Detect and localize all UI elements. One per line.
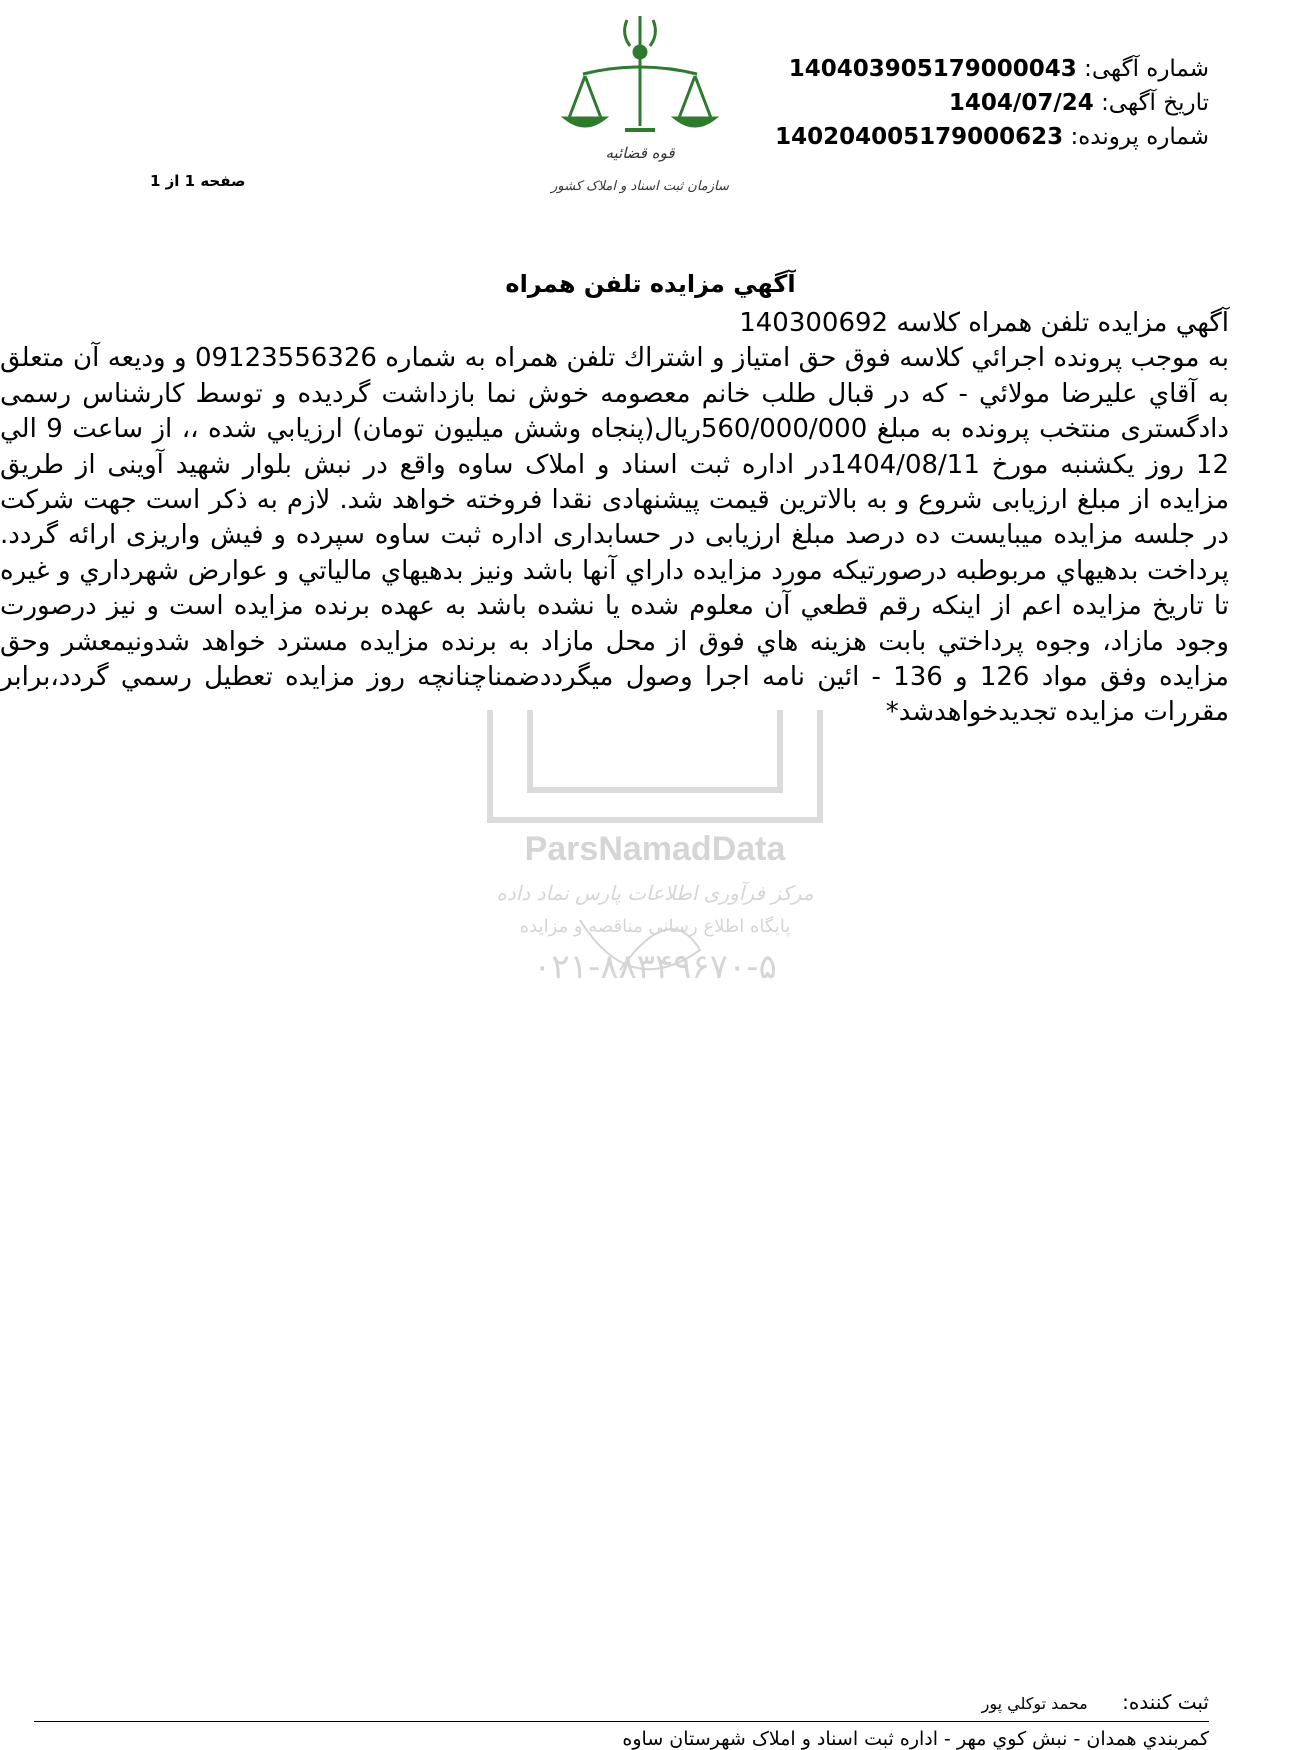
emblem-line1: قوه قضائیه — [605, 144, 675, 162]
ad-date-label: تاریخ آگهی: — [1101, 90, 1209, 116]
registrar-name: محمد توكلي پور — [981, 1694, 1088, 1713]
footer-classification: كمربندي همدان - نبش كوي مهر - اداره ثبت اسناد و املاک شهرستان ساوه — [622, 1728, 1209, 1750]
ad-number-label: شماره آگهی: — [1084, 56, 1209, 82]
watermark — [470, 700, 840, 1050]
case-number-label: شماره پرونده: — [1070, 124, 1209, 150]
body-subtitle: آگهي مزايده تلفن همراه كلاسه 140300692 — [739, 308, 1229, 338]
watermark-brand: ParsNamadData — [524, 830, 786, 868]
document-title: آگهي مزايده تلفن همراه — [505, 270, 796, 298]
document-body — [0, 306, 1229, 731]
case-number: 140204005179000623 — [775, 124, 1064, 150]
ad-number: 140403905179000043 — [788, 56, 1077, 82]
registrar — [982, 1690, 1209, 1714]
body-paragraph: به موجب پرونده اجرائي كلاسه فوق حق امتياز و اشتراك تلفن همراه به شماره 09123556326 و وديعه آن متعلق به آقاي عليرضا مولائي - كه در قبال طلب خانم معصومه خوش نما بازداشت گرديده و توسط كارشناس رسمی دادگستری منتخب پرونده به مبلغ 560/000/000ریال(پنجاه وشش میلیون تومان) ارزیابي شده ،، از ساعت 9 الي 12 روز يكشنبه مورخ 1404/08/11در اداره ثبت اسناد و املاک ساوه واقع در نبش بلوار شهید آوینی از طریق مزایده از مبلغ ارزیابی شروع و به بالاترین قیمت پیشنهادی نقدا فروخته خواهد شد. لازم به ذکر است جهت شرکت در جلسه مزایده میبایست ده درصد مبلغ ارزیابی در حسابداری اداره ثبت ساوه سپرده و فیش واریزی ارائه گردد. پرداخت بدهيهاي مربوطبه درصورتيكه مورد مزايده داراي آنها باشد ونيز بدهيهاي مالياتي و عوارض شهرداري و غيره تا تاريخ مزايده اعم از اينكه رقم قطعي آن معلوم شده يا نشده باشد به عهده برنده مزايده است و نيز درصورت وجود مازاد، وجوه پرداختي بابت هزينه هاي فوق از محل مازاد به برنده مزايده مسترد خواهد شدونيمعشر وحق مزايده وفق مواد 126 و 136 - ائين نامه اجرا وصول ميگرددضمناچنانچه روز مزايده تعطيل رسمي گردد،برابر مقررات مزايده تجديدخواهدشد* — [0, 343, 1229, 728]
watermark-phone: ۰۲۱-۸۸۳۴۹۶۷۰-۵ — [533, 947, 777, 987]
emblem-line2: سازمان ثبت اسناد و املاک کشور — [551, 179, 729, 194]
ad-date-row — [789, 86, 1209, 120]
ad-number-row — [789, 52, 1209, 86]
document-header — [775, 52, 1209, 154]
footer-divider — [34, 1721, 1209, 1722]
ad-date: 1404/07/24 — [948, 90, 1094, 116]
registrar-label: ثبت كننده: — [1122, 1690, 1209, 1714]
scales-of-justice-icon — [565, 16, 715, 130]
case-number-row — [775, 120, 1209, 154]
page-number: صفحه 1 از 1 — [150, 172, 246, 190]
watermark-line2: پایگاه اطلاع رسانی مناقصه و مزایده — [519, 916, 791, 937]
watermark-line1: مرکز فرآوری اطلاعات پارس نماد داده — [496, 881, 814, 905]
judiciary-emblem — [545, 8, 735, 218]
